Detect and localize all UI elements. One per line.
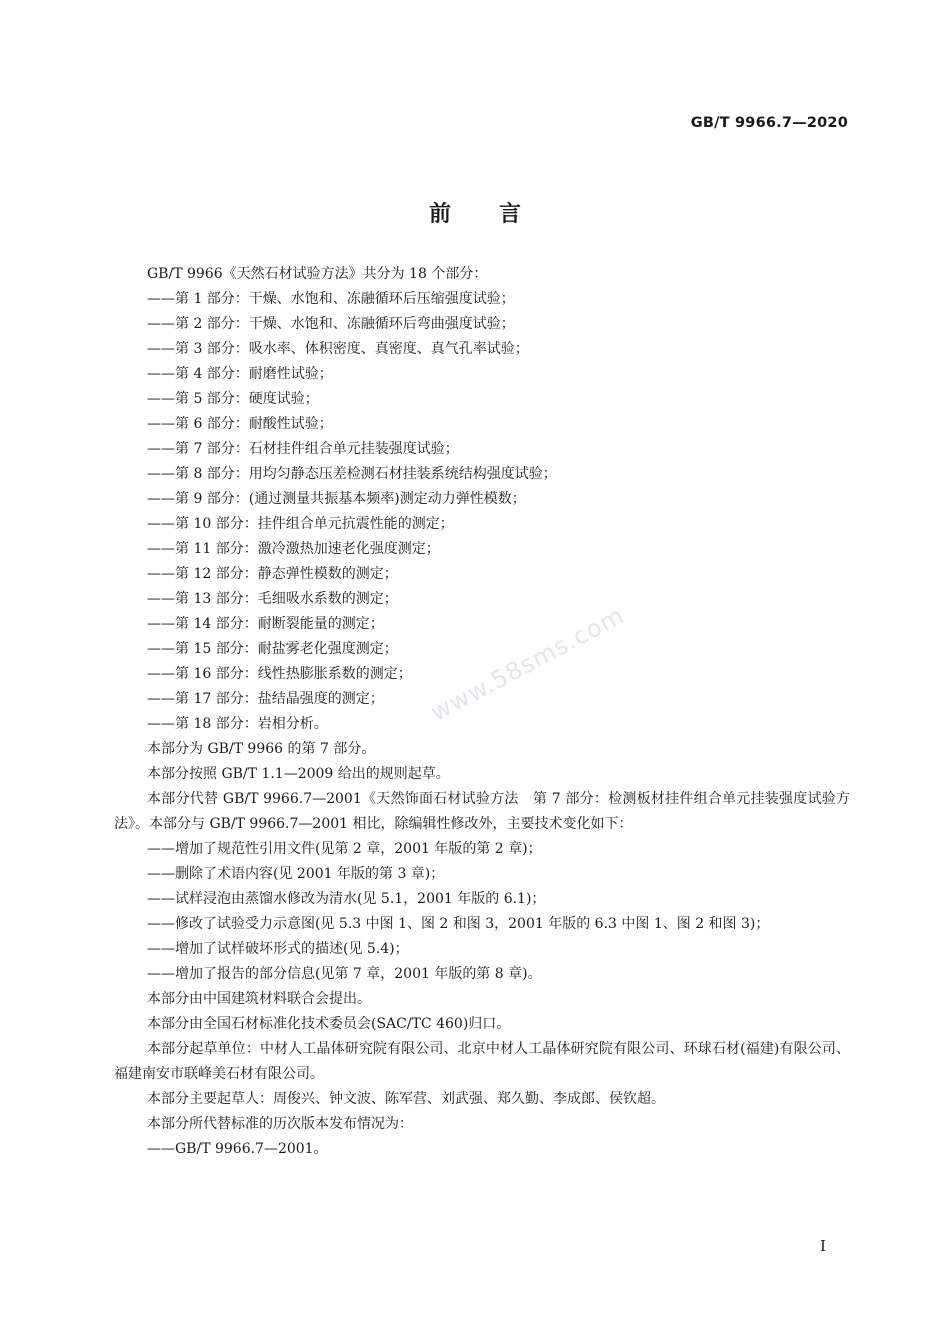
list-item: ——试样浸泡由蒸馏水修改为清水(见 5.1，2001 年版的 6.1)；	[147, 891, 546, 907]
paragraph: 本部分主要起草人：周俊兴、钟文波、陈军营、刘武强、郑久勤、李成郎、侯钦超。	[147, 1091, 665, 1107]
list-item: ——增加了规范性引用文件(见第 2 章，2001 年版的第 2 章)；	[147, 841, 542, 857]
list-item: ——第 6 部分：耐酸性试验；	[147, 416, 333, 432]
list-item: ——第 4 部分：耐磨性试验；	[147, 366, 333, 382]
list-item: ——第 1 部分：干燥、水饱和、冻融循环后压缩强度试验；	[147, 291, 515, 307]
watermark: www.58sms.com	[426, 601, 630, 727]
list-item: ——第 2 部分：干燥、水饱和、冻融循环后弯曲强度试验；	[147, 316, 515, 332]
list-item: ——修改了试验受力示意图(见 5.3 中图 1、图 2 和图 3，2001 年版的 6.3 中图 1、图 2 和图 3)；	[147, 916, 770, 932]
list-item: ——第 16 部分：线性热膨胀系数的测定；	[147, 666, 412, 682]
list-item: ——第 8 部分：用均匀静态压差检测石材挂装系统结构强度试验；	[147, 466, 557, 482]
list-item: ——第 13 部分：毛细吸水系数的测定；	[147, 591, 398, 607]
list-item: ——删除了术语内容(见 2001 年版的第 3 章)；	[147, 866, 445, 882]
list-item: ——第 17 部分：盐结晶强度的测定；	[147, 691, 384, 707]
paragraph: GB/T 9966《天然石材试验方法》共分为 18 个部分：	[147, 266, 488, 282]
list-item: ——第 3 部分：吸水率、体积密度、真密度、真气孔率试验；	[147, 341, 529, 357]
paragraph: 本部分所代替标准的历次版本发布情况为：	[147, 1116, 413, 1132]
foreword-body	[114, 262, 850, 1162]
page-title: 前言	[428, 202, 569, 227]
list-item: ——第 5 部分：硬度试验；	[147, 391, 319, 407]
paragraph: 本部分由全国石材标准化技术委员会(SAC/TC 460)归口。	[147, 1016, 511, 1032]
list-item: ——第 9 部分：(通过测量共振基本频率)测定动力弹性模数；	[147, 491, 526, 507]
paragraph: 本部分按照 GB/T 1.1—2009 给出的规则起草。	[147, 766, 450, 782]
paragraph: 本部分为 GB/T 9966 的第 7 部分。	[147, 741, 376, 757]
list-item: ——第 14 部分：耐断裂能量的测定；	[147, 616, 384, 632]
paragraph: 本部分起草单位：中材人工晶体研究院有限公司、北京中材人工晶体研究院有限公司、环球石材(福建)有限公司、福建南安市联峰美石材有限公司。	[114, 1041, 850, 1082]
list-item: ——增加了报告的部分信息(见第 7 章，2001 年版的第 8 章)。	[147, 966, 542, 982]
standard-code: GB/T 9966.7—2020	[690, 115, 848, 131]
list-item: ——第 12 部分：静态弹性模数的测定；	[147, 566, 398, 582]
list-item: ——GB/T 9966.7—2001。	[147, 1141, 328, 1157]
paragraph: 本部分代替 GB/T 9966.7—2001《天然饰面石材试验方法 第 7 部分：检测板材挂件组合单元挂装强度试验方法》。本部分与 GB/T 9966.7—2001 相比，除编辑性修改外，主要技术变化如下：	[114, 791, 850, 832]
list-item: ——第 7 部分：石材挂件组合单元挂装强度试验；	[147, 441, 459, 457]
list-item: ——第 11 部分：激冷激热加速老化强度测定；	[147, 541, 440, 557]
list-item: ——第 10 部分：挂件组合单元抗震性能的测定；	[147, 516, 454, 532]
list-item: ——增加了试样破坏形式的描述(见 5.4)；	[147, 941, 409, 957]
list-item: ——第 15 部分：耐盐雾老化强度测定；	[147, 641, 398, 657]
paragraph: 本部分由中国建筑材料联合会提出。	[147, 991, 371, 1007]
list-item: ——第 18 部分：岩相分析。	[147, 716, 328, 732]
page-number: I	[820, 1237, 826, 1255]
